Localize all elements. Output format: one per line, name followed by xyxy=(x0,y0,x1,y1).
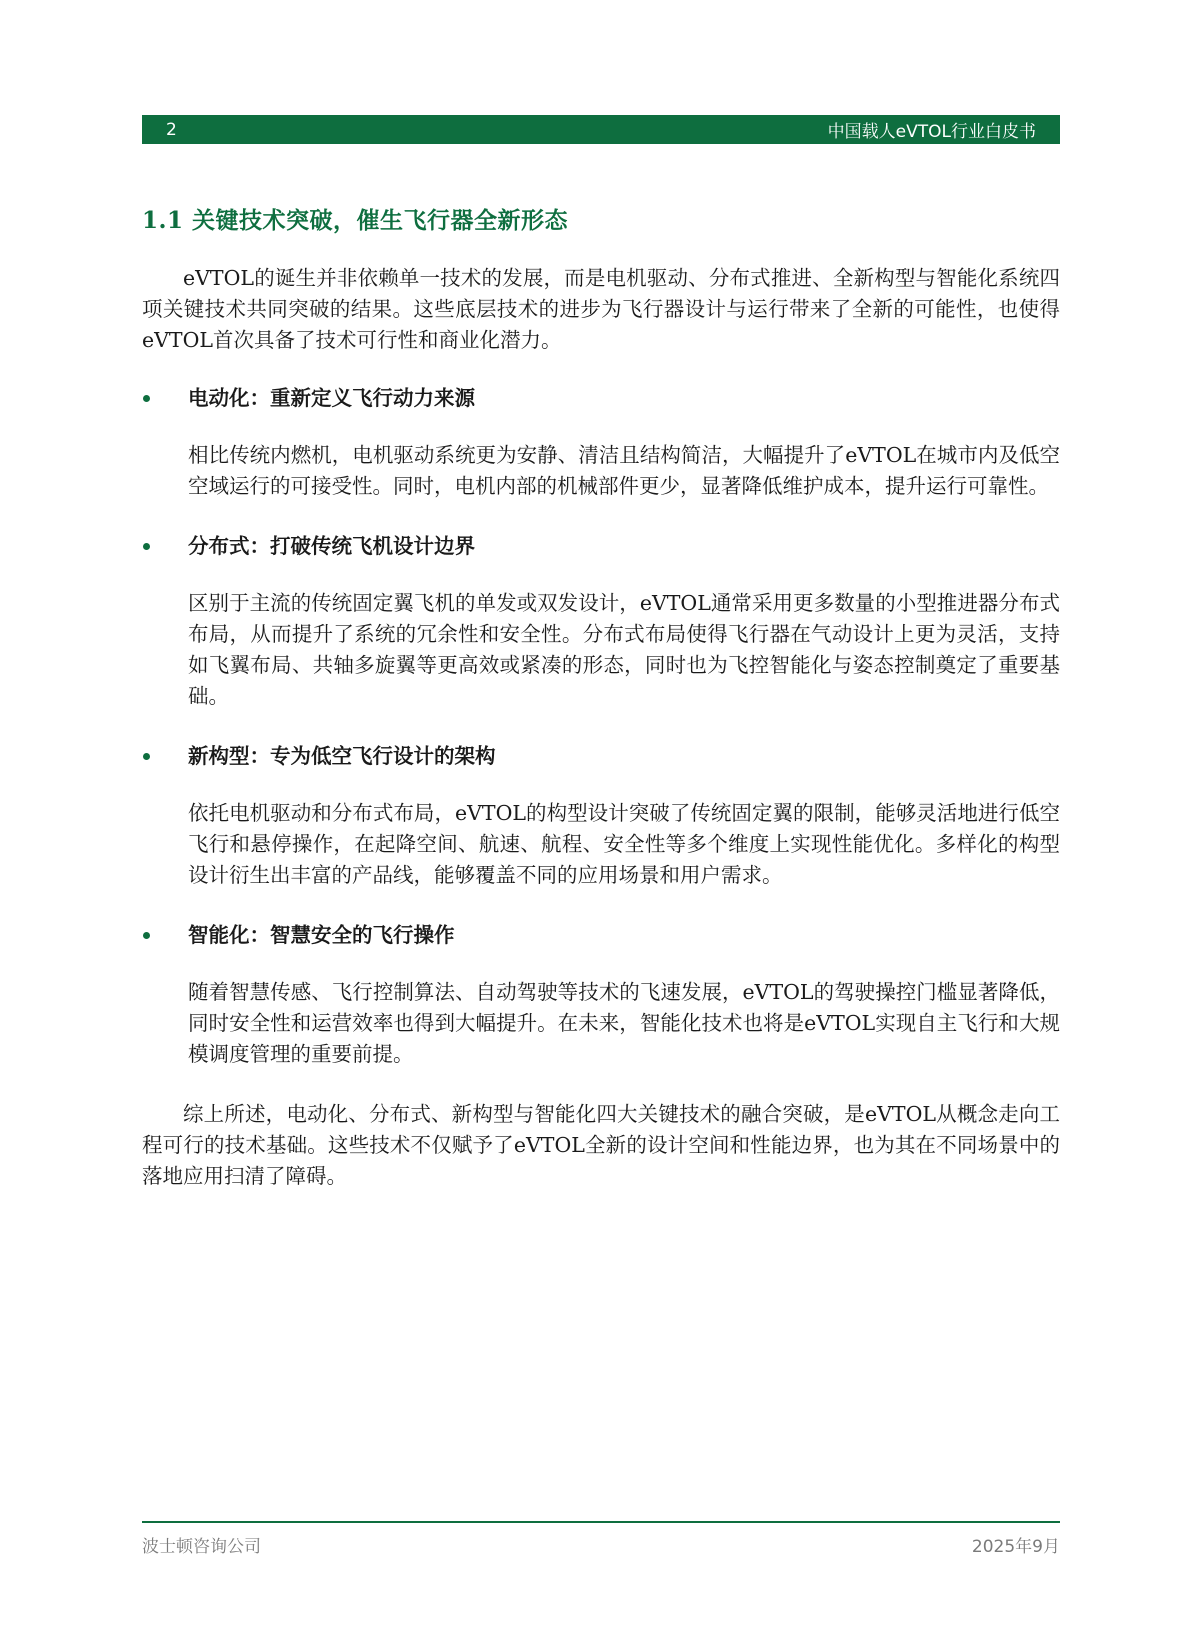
section-title: 1.1 关键技术突破，催生飞行器全新形态 xyxy=(142,207,569,234)
bullet-item-new-configuration xyxy=(142,741,1060,891)
page-header-bar xyxy=(142,115,1060,144)
document-title: 中国载人eVTOL行业白皮书 xyxy=(827,122,1036,142)
footer-company: 波士顿咨询公司 xyxy=(142,1537,261,1557)
bullet-dot-icon xyxy=(143,753,150,760)
intro-paragraph: eVTOL的诞生并非依赖单一技术的发展，而是电机驱动、分布式推进、全新构型与智能化系统四项关键技术共同突破的结果。这些底层技术的进步为飞行器设计与运行带来了全新的可能性，也使得eVTOL首次具备了技术可行性和商业化潜力。 xyxy=(142,266,1060,352)
section-content xyxy=(142,263,1060,1219)
bullet-heading: 新构型：专为低空飞行设计的架构 xyxy=(188,744,496,768)
bullet-heading: 智能化：智慧安全的飞行操作 xyxy=(188,923,455,947)
bullet-dot-icon xyxy=(143,395,150,402)
bullet-item-electrification xyxy=(142,383,1060,502)
bullet-body: 区别于主流的传统固定翼飞机的单发或双发设计，eVTOL通常采用更多数量的小型推进器分布式布局，从而提升了系统的冗余性和安全性。分布式布局使得飞行器在气动设计上更为灵活，支持如飞翼布局、共轴多旋翼等更高效或紧凑的形态，同时也为飞控智能化与姿态控制奠定了重要基础。 xyxy=(188,591,1060,708)
bullet-dot-icon xyxy=(143,932,150,939)
page-number: 2 xyxy=(166,119,178,140)
bullet-dot-icon xyxy=(143,543,150,550)
bullet-heading: 分布式：打破传统飞机设计边界 xyxy=(188,534,475,558)
bullet-body: 随着智慧传感、飞行控制算法、自动驾驶等技术的飞速发展，eVTOL的驾驶操控门槛显著降低，同时安全性和运营效率也得到大幅提升。在未来，智能化技术也将是eVTOL实现自主飞行和大规模调度管理的重要前提。 xyxy=(188,980,1060,1066)
bullet-body: 相比传统内燃机，电机驱动系统更为安静、清洁且结构简洁，大幅提升了eVTOL在城市内及低空空域运行的可接受性。同时，电机内部的机械部件更少，显著降低维护成本，提升运行可靠性。 xyxy=(188,443,1060,498)
conclusion-paragraph: 综上所述，电动化、分布式、新构型与智能化四大关键技术的融合突破，是eVTOL从概念走向工程可行的技术基础。这些技术不仅赋予了eVTOL全新的设计空间和性能边界，也为其在不同场景中的落地应用扫清了障碍。 xyxy=(142,1102,1060,1188)
footer-divider xyxy=(142,1521,1060,1523)
footer-date: 2025年9月 xyxy=(971,1537,1060,1557)
bullet-item-distributed xyxy=(142,531,1060,712)
bullet-heading: 电动化：重新定义飞行动力来源 xyxy=(188,386,475,410)
bullet-item-intelligence xyxy=(142,920,1060,1070)
bullet-body: 依托电机驱动和分布式布局，eVTOL的构型设计突破了传统固定翼的限制，能够灵活地进行低空飞行和悬停操作，在起降空间、航速、航程、安全性等多个维度上实现性能优化。多样化的构型设计衍生出丰富的产品线，能够覆盖不同的应用场景和用户需求。 xyxy=(188,801,1060,887)
